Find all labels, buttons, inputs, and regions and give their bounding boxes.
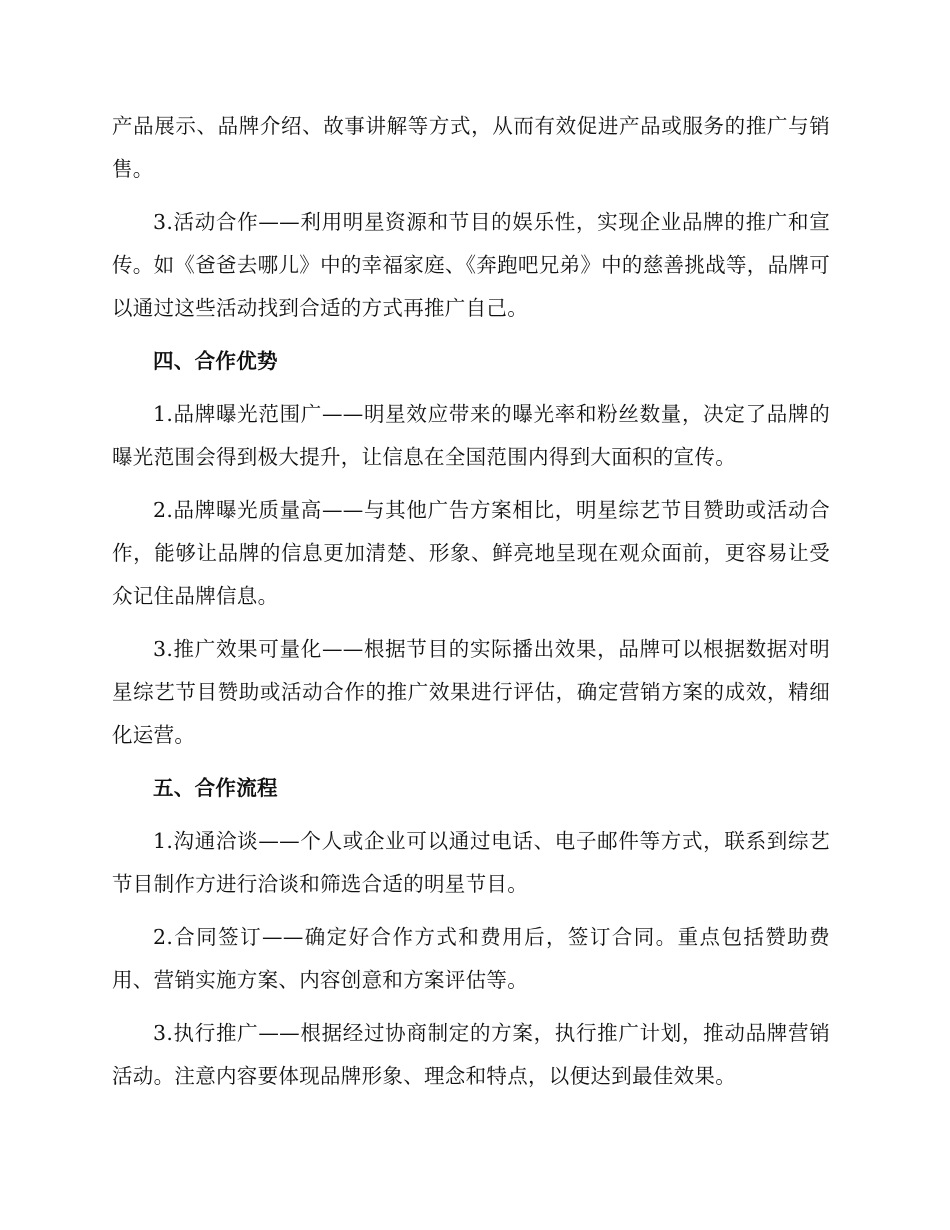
paragraph-continuation: 产品展示、品牌介绍、故事讲解等方式，从而有效促进产品或服务的推广与销售。 — [112, 114, 830, 181]
paragraph-advantage-1: 1.品牌曝光范围广——明星效应带来的曝光率和粉丝数量，决定了品牌的曝光范围会得到极大提升，让信息在全国范围内得到大面积的宣传。 — [112, 402, 830, 469]
paragraph-process-3: 3.执行推广——根据经过协商制定的方案，执行推广计划，推动品牌营销活动。注意内容要体现品牌形象、理念和特点，以便达到最佳效果。 — [112, 1021, 830, 1088]
section-heading-advantages: 四、合作优势 — [153, 349, 278, 373]
section-heading-process: 五、合作流程 — [153, 776, 278, 800]
paragraph-process-2: 2.合同签订——确定好合作方式和费用后，签订合同。重点包括赞助费用、营销实施方案、内容创意和方案评估等。 — [112, 925, 830, 992]
document-page — [112, 105, 830, 1108]
paragraph-activity-cooperation: 3.活动合作——利用明星资源和节目的娱乐性，实现企业品牌的推广和宣传。如《爸爸去哪儿》中的幸福家庭、《奔跑吧兄弟》中的慈善挑战等，品牌可以通过这些活动找到合适的方式再推广自己。 — [112, 210, 830, 320]
paragraph-advantage-3: 3.推广效果可量化——根据节目的实际播出效果，品牌可以根据数据对明星综艺节目赞助或活动合作的推广效果进行评估，确定营销方案的成效，精细化运营。 — [112, 637, 830, 747]
paragraph-advantage-2: 2.品牌曝光质量高——与其他广告方案相比，明星综艺节目赞助或活动合作，能够让品牌的信息更加清楚、形象、鲜亮地呈现在观众面前，更容易让受众记住品牌信息。 — [112, 498, 830, 608]
paragraph-process-1: 1.沟通洽谈——个人或企业可以通过电话、电子邮件等方式，联系到综艺节目制作方进行洽谈和筛选合适的明星节目。 — [112, 829, 830, 896]
